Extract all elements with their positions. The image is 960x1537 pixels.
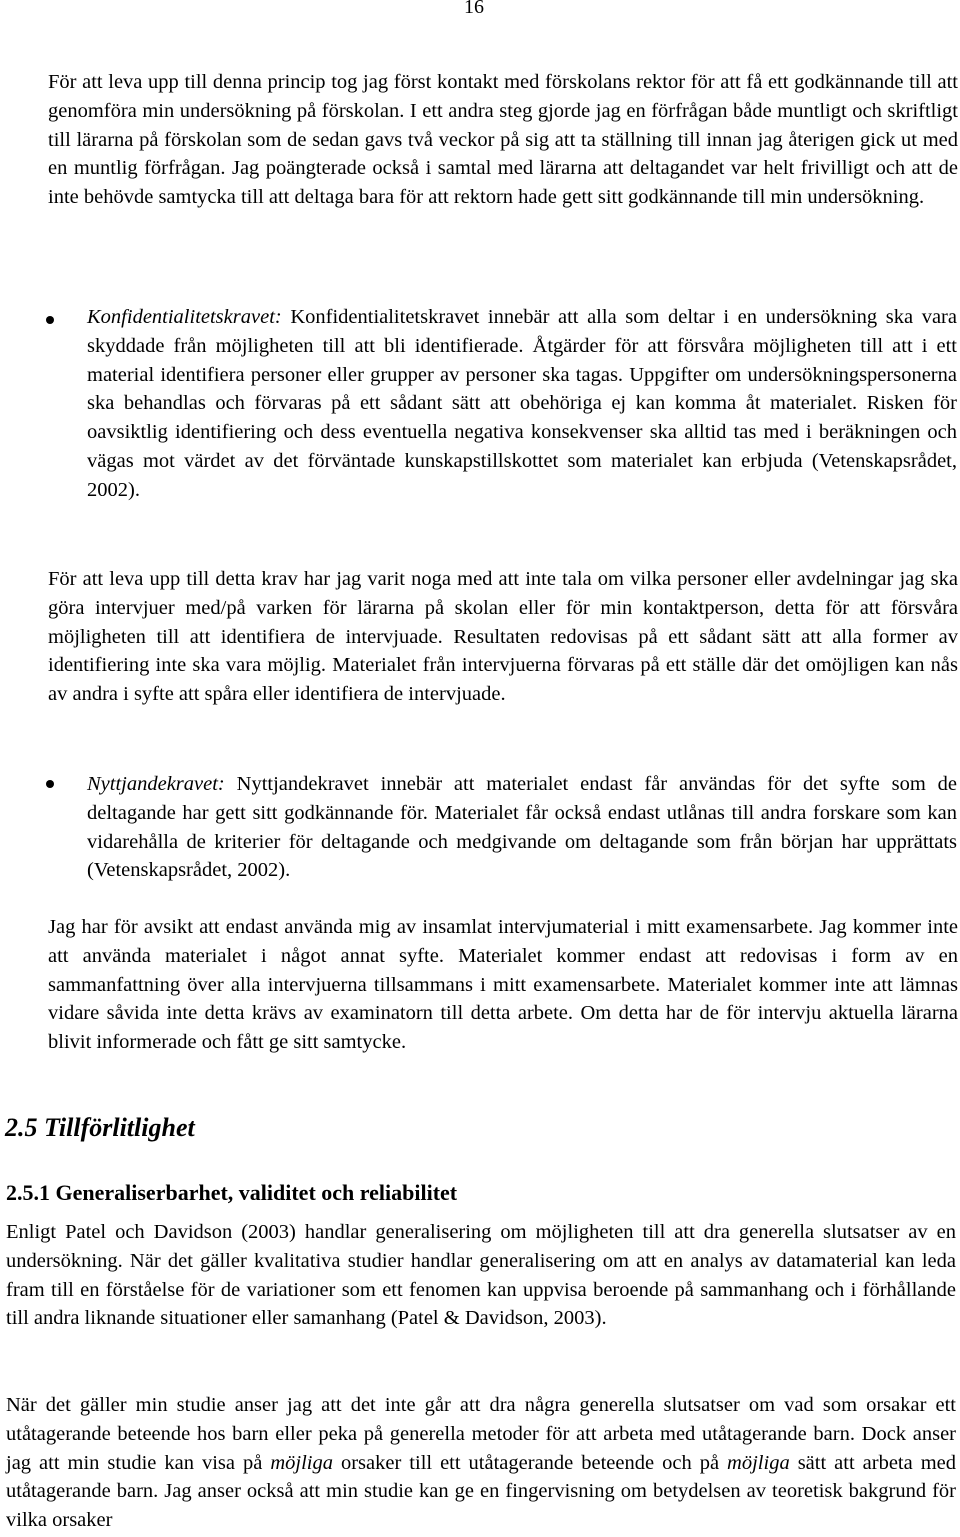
text-run: orsaker till ett utåtagerande beteende och på	[332, 1451, 728, 1474]
subsection-heading: 2.5.1 Generaliserbarhet, validitet och reliabilitet	[6, 1180, 458, 1205]
text-run: När det gäller min studie anser jag att det inte går att dra några generella slutsatser om vad som orsakar ett utåtagerande beteende hos barn eller peka på generella metoder för att arbeta med utåtagerande barn. Dock anser jag att min studie kan visa på	[6, 1394, 956, 1474]
bullet-icon	[46, 316, 54, 324]
term-usage: Nyttjandekravet:	[87, 773, 225, 795]
list-item-text: Nyttjandekravet innebär att materialet endast får användas för det syfte som de deltagande har gett sitt godkännande för. Materialet får också endast utlånas till andra forskare som kan vidarehålla de kriterier för deltagande och medgivande om deltagande som från början har upprättats (Vetenskapsrådet, 2002).	[87, 773, 957, 882]
page-number: 16	[464, 0, 484, 18]
emphasis: möjliga	[727, 1451, 790, 1474]
section-heading: 2.5 Tillförlitlighet	[5, 1113, 195, 1142]
emphasis: möjliga	[270, 1451, 333, 1474]
term-confidentiality: Konfidentialitetskravet:	[87, 306, 282, 328]
paragraph-study-scope	[6, 1391, 956, 1535]
paragraph-consent: För att leva upp till denna princip tog jag först kontakt med förskolans rektor för att få ett godkännande till att genomföra min undersökning på förskolan. I ett andra steg gjorde jag en förfrågan både muntligt och skriftligt till lärarna på förskolan som de sedan gavs två veckor på sig att ta ställning till innan jag återigen gick ut med en muntlig förfrågan. Jag poängterade också i samtal med lärarna att deltagandet var helt frivilligt och att de inte behövde samtycka till att deltaga bara för att rektorn hade gett sitt godkännande till min undersökning.	[48, 71, 958, 209]
list-item-usage	[87, 770, 957, 885]
list-item-confidentiality	[87, 303, 957, 505]
paragraph-usage-practice: Jag har för avsikt att endast använda mig av insamlat intervjumaterial i mitt examensarbete. Jag kommer inte att använda materialet i något annat syfte. Materialet kommer endast att redovisas i form av en sammanfattning över alla intervjuerna tillsammans i mitt examensarbete. Materialet kommer inte att lämnas vidare såvida inte detta krävs av examinatorn till detta arbete. Om detta har de för intervju aktuella lärarna blivit informerade och fått ge sitt samtycke.	[48, 916, 958, 1054]
text-run: sätt att arbeta med utåtagerande barn. Jag anser också att min studie kan ge en fingervisning om betydelsen av teoretisk bakgrund för vilka orsaker	[6, 1451, 956, 1532]
paragraph-generalization: Enligt Patel och Davidson (2003) handlar generalisering om möjligheten till att dra generella slutsatser av en undersökning. När det gäller kvalitativa studier handlar generalisering om att en analys av datamaterial kan leda fram till en förståelse för de variationer som ett fenomen kan uppvisa beroende på sammanhang och i förhållande till andra liknande situationer eller samanhang (Patel & Davidson, 2003).	[6, 1221, 956, 1330]
list-item-text: Konfidentialitetskravet innebär att alla som deltar i en undersökning ska vara skyddade från möjligheten till att bli identifierade. Åtgärder för att försvåra möjligheten till att i ett material identifiera personer eller grupper av personer ska tagas. Uppgifter om undersökningspersonerna ska behandlas och förvaras på ett sådant sätt att obehöriga ej kan komma åt materialet. Risken för oavsiktlig identifiering och dess eventuella negativa konsekvenser ska alltid tas med i beräkningen och vägas mot värdet av det förväntade kunskapstillskottet som materialet kan erbjuda (Vetenskapsrådet, 2002).	[87, 306, 957, 501]
bullet-icon	[46, 780, 54, 788]
paragraph-confidentiality-practice: För att leva upp till detta krav har jag varit noga med att inte tala om vilka personer eller avdelningar jag ska göra intervjuer med/på varken för lärarna på skolan eller för min kontaktperson, detta för att försvåra möjligheten till att identifiera de intervjuade. Resultaten redovisas på ett sådant sätt att alla former av identifiering inte ska vara möjlig. Materialet från intervjuerna förvaras på ett ställe där det omöjligen kan nås av andra i syfte att spåra eller identifiera de intervjuade.	[48, 568, 958, 706]
